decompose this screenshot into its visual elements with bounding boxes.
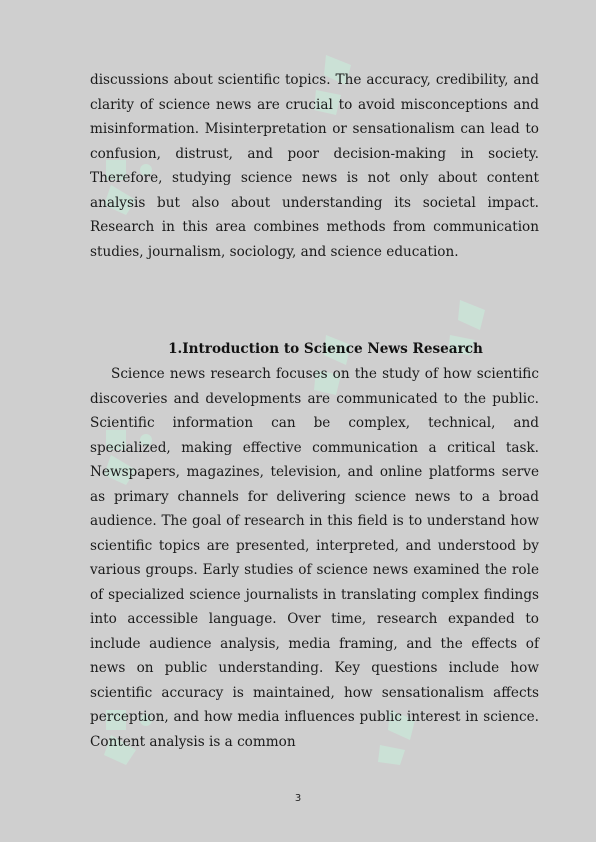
continued-paragraph: discussions about scientific topics. The accuracy, credibility, and clarity of science news are crucial to avoid misconceptions and misinformation. Misinterpretation or sensationalism can lead to confusion, distrust, and poor decision-making in society. Therefore, studying science news is not only about content analysis but also about understanding its societal impact. Research in this area combines methods from communication studies, journalism, sociology, and science education. (90, 72, 539, 260)
section-paragraph: Science news research focuses on the study of how scientific discoveries and developments are communicated to the public. Scientific information can be complex, technical, and specialized, making effective communication a critical task. Newspapers, magazines, television, and online platforms serve as primary channels for delivering science news to a broad audience. The goal of research in this field is to understand how scientific topics are presented, interpreted, and understood by various groups. Early studies of science news examined the role of specialized science journalists in translating complex findings into accessible language. Over time, research expanded to include audience analysis, media framing, and the effects of news on public understanding. Key questions include how scientific accuracy is maintained, how sensationalism affects perception, and how media influences public interest in science. Content analysis is a common (90, 366, 539, 750)
page-number: 3 (294, 793, 302, 804)
section-heading: 1.Introduction to Science News Research (168, 341, 483, 357)
